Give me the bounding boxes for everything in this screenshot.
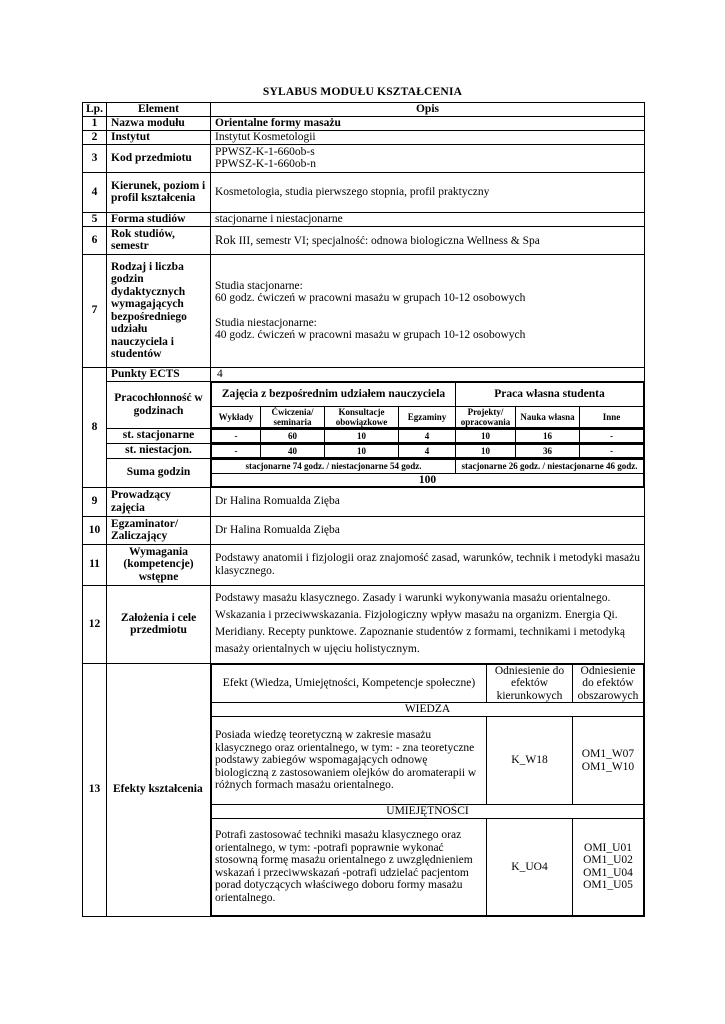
area-code: OMI_U01	[584, 841, 632, 854]
hours-cell: 10	[325, 429, 399, 442]
row-label: Założenia i cele przedmiotu	[107, 585, 211, 663]
column-header: Konsultacje obowiązkowe	[325, 406, 399, 427]
stationary-values	[211, 428, 645, 443]
column-header: Egzaminy	[399, 406, 456, 427]
year-rest: III, semestr VI; specjalność: odnowa biologiczna Wellness & Spa	[235, 234, 540, 247]
area-ref-header: Odniesienie do efektów obszarowych	[573, 664, 644, 703]
area-code: OM1_U02	[583, 854, 633, 867]
hours-line: 60 godz. ćwiczeń w pracowni masażu w grupach 10-12 osobowych	[215, 292, 526, 304]
workload-grid	[211, 381, 645, 428]
hours-cell: 10	[456, 429, 516, 442]
effects-grid	[211, 663, 645, 916]
row-label: Wymagania (kompetencje) wstępne	[107, 544, 211, 585]
hours-cell: -	[580, 429, 644, 442]
row-label: Egzaminator/ Zaliczający	[107, 516, 211, 544]
column-header: Wykłady	[212, 406, 261, 427]
ects-value: 4	[211, 367, 645, 381]
row-number: 11	[83, 544, 107, 585]
table-row	[83, 663, 645, 916]
hours-cell: 10	[325, 444, 399, 457]
code-line: PPWSZ-K-1-660ob-s	[215, 145, 315, 158]
row-number: 9	[83, 487, 107, 516]
hours-cell: -	[212, 444, 261, 457]
knowledge-field-ref: K_W18	[487, 717, 573, 805]
sum-direct: stacjonarne 74 godz. / niestacjonarne 54 godz.	[212, 459, 456, 473]
year-semester-value	[211, 226, 645, 254]
skills-header: UMIEJĘTNOŚCI	[212, 805, 644, 819]
sum-label: Suma godzin	[107, 458, 211, 487]
row-number: 4	[83, 172, 107, 212]
document-title: SYLABUS MODUŁU KSZTAŁCENIA	[262, 86, 463, 98]
module-name-value: Orientalne formy masażu	[211, 116, 645, 130]
hours-cell: 16	[516, 429, 580, 442]
row-number: 3	[83, 144, 107, 172]
header-lp: Lp.	[83, 103, 107, 117]
table-row	[83, 585, 645, 663]
table-row	[83, 144, 645, 172]
skills-effect-text: Potrafi zastosować techniki masażu klasycznego oraz orientalnego, w tym: -potrafi poprawnie wykonać stosowną formę masażu orientalnego z uwzględnieniem wskazań i przeciwwskazań -potrafi udzielać pacjentom porad dotyczących właściwego doboru formy masażu orientalnego.	[212, 819, 487, 916]
workload-label: Pracochłonność w godzinach	[107, 381, 211, 428]
table-row	[83, 130, 645, 144]
field-value: Kosmetologia, studia pierwszego stopnia, profil praktyczny	[211, 172, 645, 212]
group-own-header: Praca własna studenta	[456, 382, 644, 406]
lecturer-value: Dr Halina Romualda Zięba	[211, 487, 645, 516]
row-label: Rok studiów, semestr	[107, 226, 211, 254]
hours-cell: -	[212, 429, 261, 442]
row-label: Nazwa modułu	[107, 116, 211, 130]
row-number: 10	[83, 516, 107, 544]
row-label: Prowadzący zajęcia	[107, 487, 211, 516]
area-code: OM1_W07	[581, 748, 635, 760]
header-element: Element	[107, 103, 211, 117]
row-label: Efekty kształcenia	[107, 663, 211, 916]
hours-cell: 4	[399, 444, 456, 457]
effect-column-header: Efekt (Wiedza, Umiejętności, Kompetencje społeczne)	[212, 664, 487, 703]
group-direct-header: Zajęcia z bezpośrednim udziałem nauczyciela	[212, 382, 456, 406]
table-row	[83, 212, 645, 226]
non-stationary-label: st. niestacjon.	[107, 443, 211, 458]
table-row	[83, 428, 645, 443]
code-value	[211, 144, 645, 172]
table-row	[83, 487, 645, 516]
hours-cell: 60	[261, 429, 325, 442]
field-ref-header: Odniesienie do efektów kierunkowych	[487, 664, 573, 703]
code-line: PPWSZ-K-1-660ob-n	[215, 158, 316, 170]
non-stationary-values	[211, 443, 645, 458]
column-header: Nauka własna	[516, 406, 580, 427]
hours-cell: -	[580, 444, 644, 457]
examiner-value: Dr Halina Romualda Zięba	[211, 516, 645, 544]
row-label: Rodzaj i liczba godzin dydaktycznych wymagających bezpośredniego udziału nauczyciela i studentów	[107, 254, 211, 367]
row-number: 12	[83, 585, 107, 663]
table-row	[83, 458, 645, 487]
table-row	[83, 443, 645, 458]
institute-value: Instytut Kosmetologii	[211, 130, 645, 144]
column-header: Inne	[580, 406, 644, 427]
requirements-value: Podstawy anatomii i fizjologii oraz znajomość zasad, warunków, technik i metodyki masażu klasycznego.	[211, 544, 645, 585]
row-number: 8	[83, 367, 107, 487]
skills-area-ref	[573, 819, 644, 916]
row-number: 7	[83, 254, 107, 367]
row-number: 1	[83, 116, 107, 130]
hours-value	[211, 254, 645, 367]
hours-cell: 40	[261, 444, 325, 457]
row-number: 5	[83, 212, 107, 226]
ects-label: Punkty ECTS	[107, 367, 211, 381]
hours-cell: 4	[399, 429, 456, 442]
row-label: Kod przedmiotu	[107, 144, 211, 172]
area-code: OM1_U05	[583, 879, 633, 892]
year-word: Rok	[215, 232, 236, 247]
sum-values	[211, 458, 645, 487]
area-code: OM1_W10	[581, 760, 635, 773]
syllabus-table	[82, 102, 645, 917]
knowledge-effect-text: Posiada wiedzę teoretyczną w zakresie masażu klasycznego oraz orientalnego, w tym: - zna teoretyczne podstawy zabiegów wspomagających odnowę biologiczną z zastosowaniem olejków do aromaterapii w różnych formach masażu orientalnego.	[212, 717, 487, 805]
objectives-value: Podstawy masażu klasycznego. Zasady i warunki wykonywania masażu orientalnego. Wskazania i przeciwwskazania. Fizjologiczny wpływ masażu na organizm. Energia Qi. Meridiany. Recepty punktowe. Zapoznanie studentów z formami, technikami i metodyką masaży orientalnych w ujęciu holistycznym.	[211, 585, 645, 663]
skills-field-ref: K_UO4	[487, 819, 573, 916]
row-number: 13	[83, 663, 107, 916]
row-number: 2	[83, 130, 107, 144]
area-code: OM1_U04	[583, 866, 633, 879]
table-header-row	[83, 103, 645, 117]
hours-cell: 10	[456, 444, 516, 457]
column-header: Projekty/ opracowania	[456, 406, 516, 427]
header-opis: Opis	[211, 103, 645, 117]
row-label: Kierunek, poziom i profil kształcenia	[107, 172, 211, 212]
table-row	[83, 367, 645, 381]
stationary-label: st. stacjonarne	[107, 428, 211, 443]
table-row	[83, 172, 645, 212]
study-form-value: stacjonarne i niestacjonarne	[211, 212, 645, 226]
column-header: Ćwiczenia/ seminaria	[261, 406, 325, 427]
sum-total: 100	[212, 473, 644, 486]
table-row	[83, 544, 645, 585]
knowledge-header: WIEDZA	[212, 703, 644, 717]
row-number: 6	[83, 226, 107, 254]
table-row	[83, 516, 645, 544]
table-row	[83, 254, 645, 367]
hours-line: 40 godz. ćwiczeń w pracowni masażu w grupach 10-12 osobowych	[215, 329, 526, 341]
table-row	[83, 381, 645, 428]
hours-cell: 36	[516, 444, 580, 457]
table-row	[83, 116, 645, 130]
row-label: Instytut	[107, 130, 211, 144]
hours-line: Studia niestacjonarne:	[215, 316, 317, 329]
row-label: Forma studiów	[107, 212, 211, 226]
table-row	[83, 226, 645, 254]
sum-own: stacjonarne 26 godz. / niestacjonarne 46 godz.	[456, 459, 644, 473]
hours-line: Studia stacjonarne:	[215, 279, 303, 292]
knowledge-area-ref	[573, 717, 644, 805]
